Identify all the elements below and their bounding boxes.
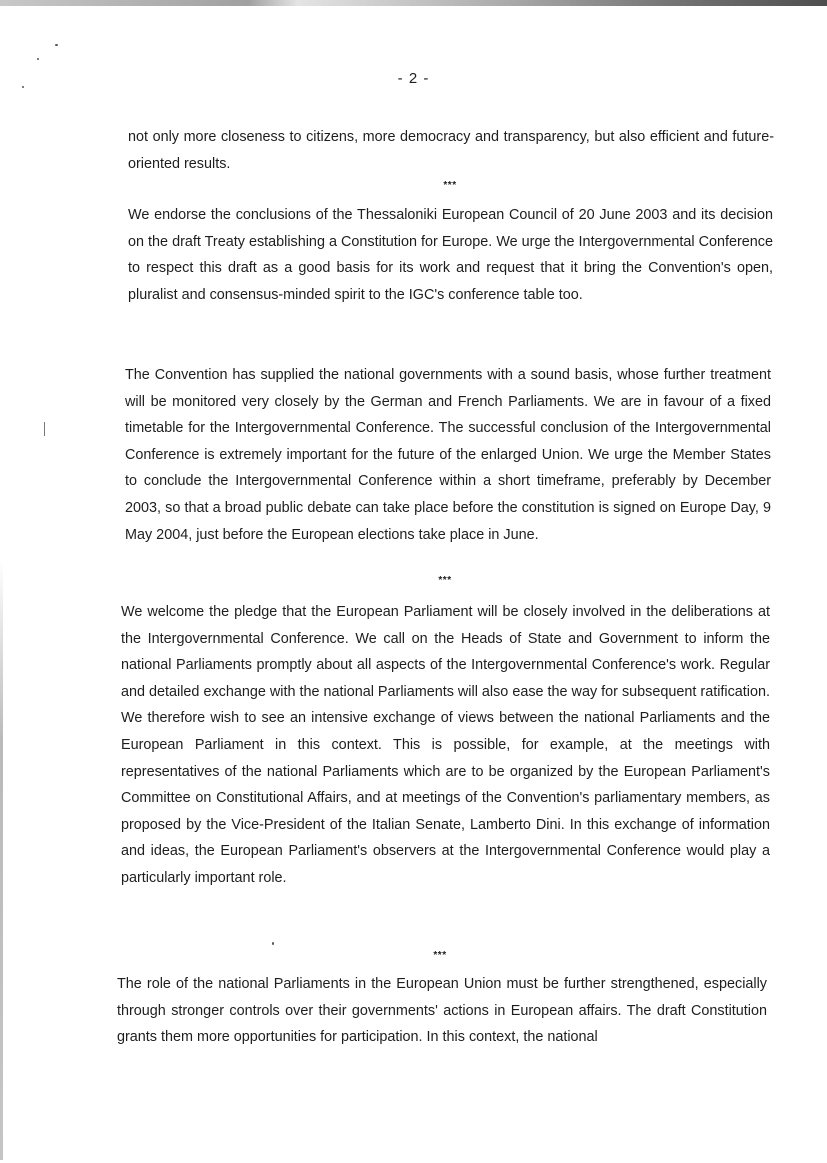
paragraph-european-parliament: We welcome the pledge that the European Parliament will be closely involved in the deliberations at the Intergovernmental Conference. We call on the Heads of State and Government to inform the national Parliaments promptly about all aspects of the Intergovernmental Conference's work. Regular and detailed exchange with the national Parliaments will also ease the way for subsequent ratification. We therefore wish to see an intensive exchange of views between the national Parliaments and the European Parliament in this context. This is possible, for example, at the meetings with representatives of the national Parliaments which are to be organized by the European Parliament's Committee on Constitutional Affairs, and at meetings of the Convention's parliamentary members, as proposed by the Vice-President of the Italian Senate, Lamberto Dini. In this exchange of information and ideas, the European Parliament's observers at the Intergovernmental Conference would play a particularly important role. bbox=[121, 604, 770, 886]
paragraph-national-parliaments: The role of the national Parliaments in the European Union must be further strengthened, especially through stronger controls over their governments' actions in European affairs. The draft Constitution grants them more opportunities for participation. In this context, the national bbox=[117, 976, 767, 1046]
scan-speck bbox=[37, 58, 39, 60]
separator-stars: *** bbox=[438, 575, 452, 586]
scan-edge-left bbox=[0, 560, 3, 1160]
paragraph-convention-timetable: The Convention has supplied the national governments with a sound basis, whose further treatment will be monitored very closely by the German and French Parliaments. We are in favour of a fixed timetable for the Intergovernmental Conference. The successful conclusion of the Intergovernmental Conference is extremely important for the future of the enlarged Union. We urge the Member States to conclude the Intergovernmental Conference within a short timeframe, preferably by December 2003, so that a broad public debate can take place before the constitution is signed on Europe Day, 9 May 2004, just before the European elections take place in June. bbox=[125, 367, 771, 543]
scan-speck bbox=[272, 942, 274, 945]
paragraph-thessaloniki: We endorse the conclusions of the Thessaloniki European Council of 20 June 2003 and its decision on the draft Treaty establishing a Constitution for Europe. We urge the Intergovernmental Conference to respect this draft as a good basis for its work and request that it bring the Convention's open, pluralist and consensus-minded spirit to the IGC's conference table too. bbox=[128, 207, 773, 303]
scan-speck bbox=[55, 44, 58, 46]
scan-edge-top bbox=[0, 0, 827, 6]
paragraph-intro-continuation: not only more closeness to citizens, more democracy and transparency, but also efficient and future-oriented results. bbox=[128, 129, 774, 172]
separator-stars: *** bbox=[433, 950, 447, 961]
scan-speck bbox=[44, 422, 45, 436]
page-number: - 2 - bbox=[397, 70, 430, 87]
separator-stars: *** bbox=[443, 180, 457, 191]
